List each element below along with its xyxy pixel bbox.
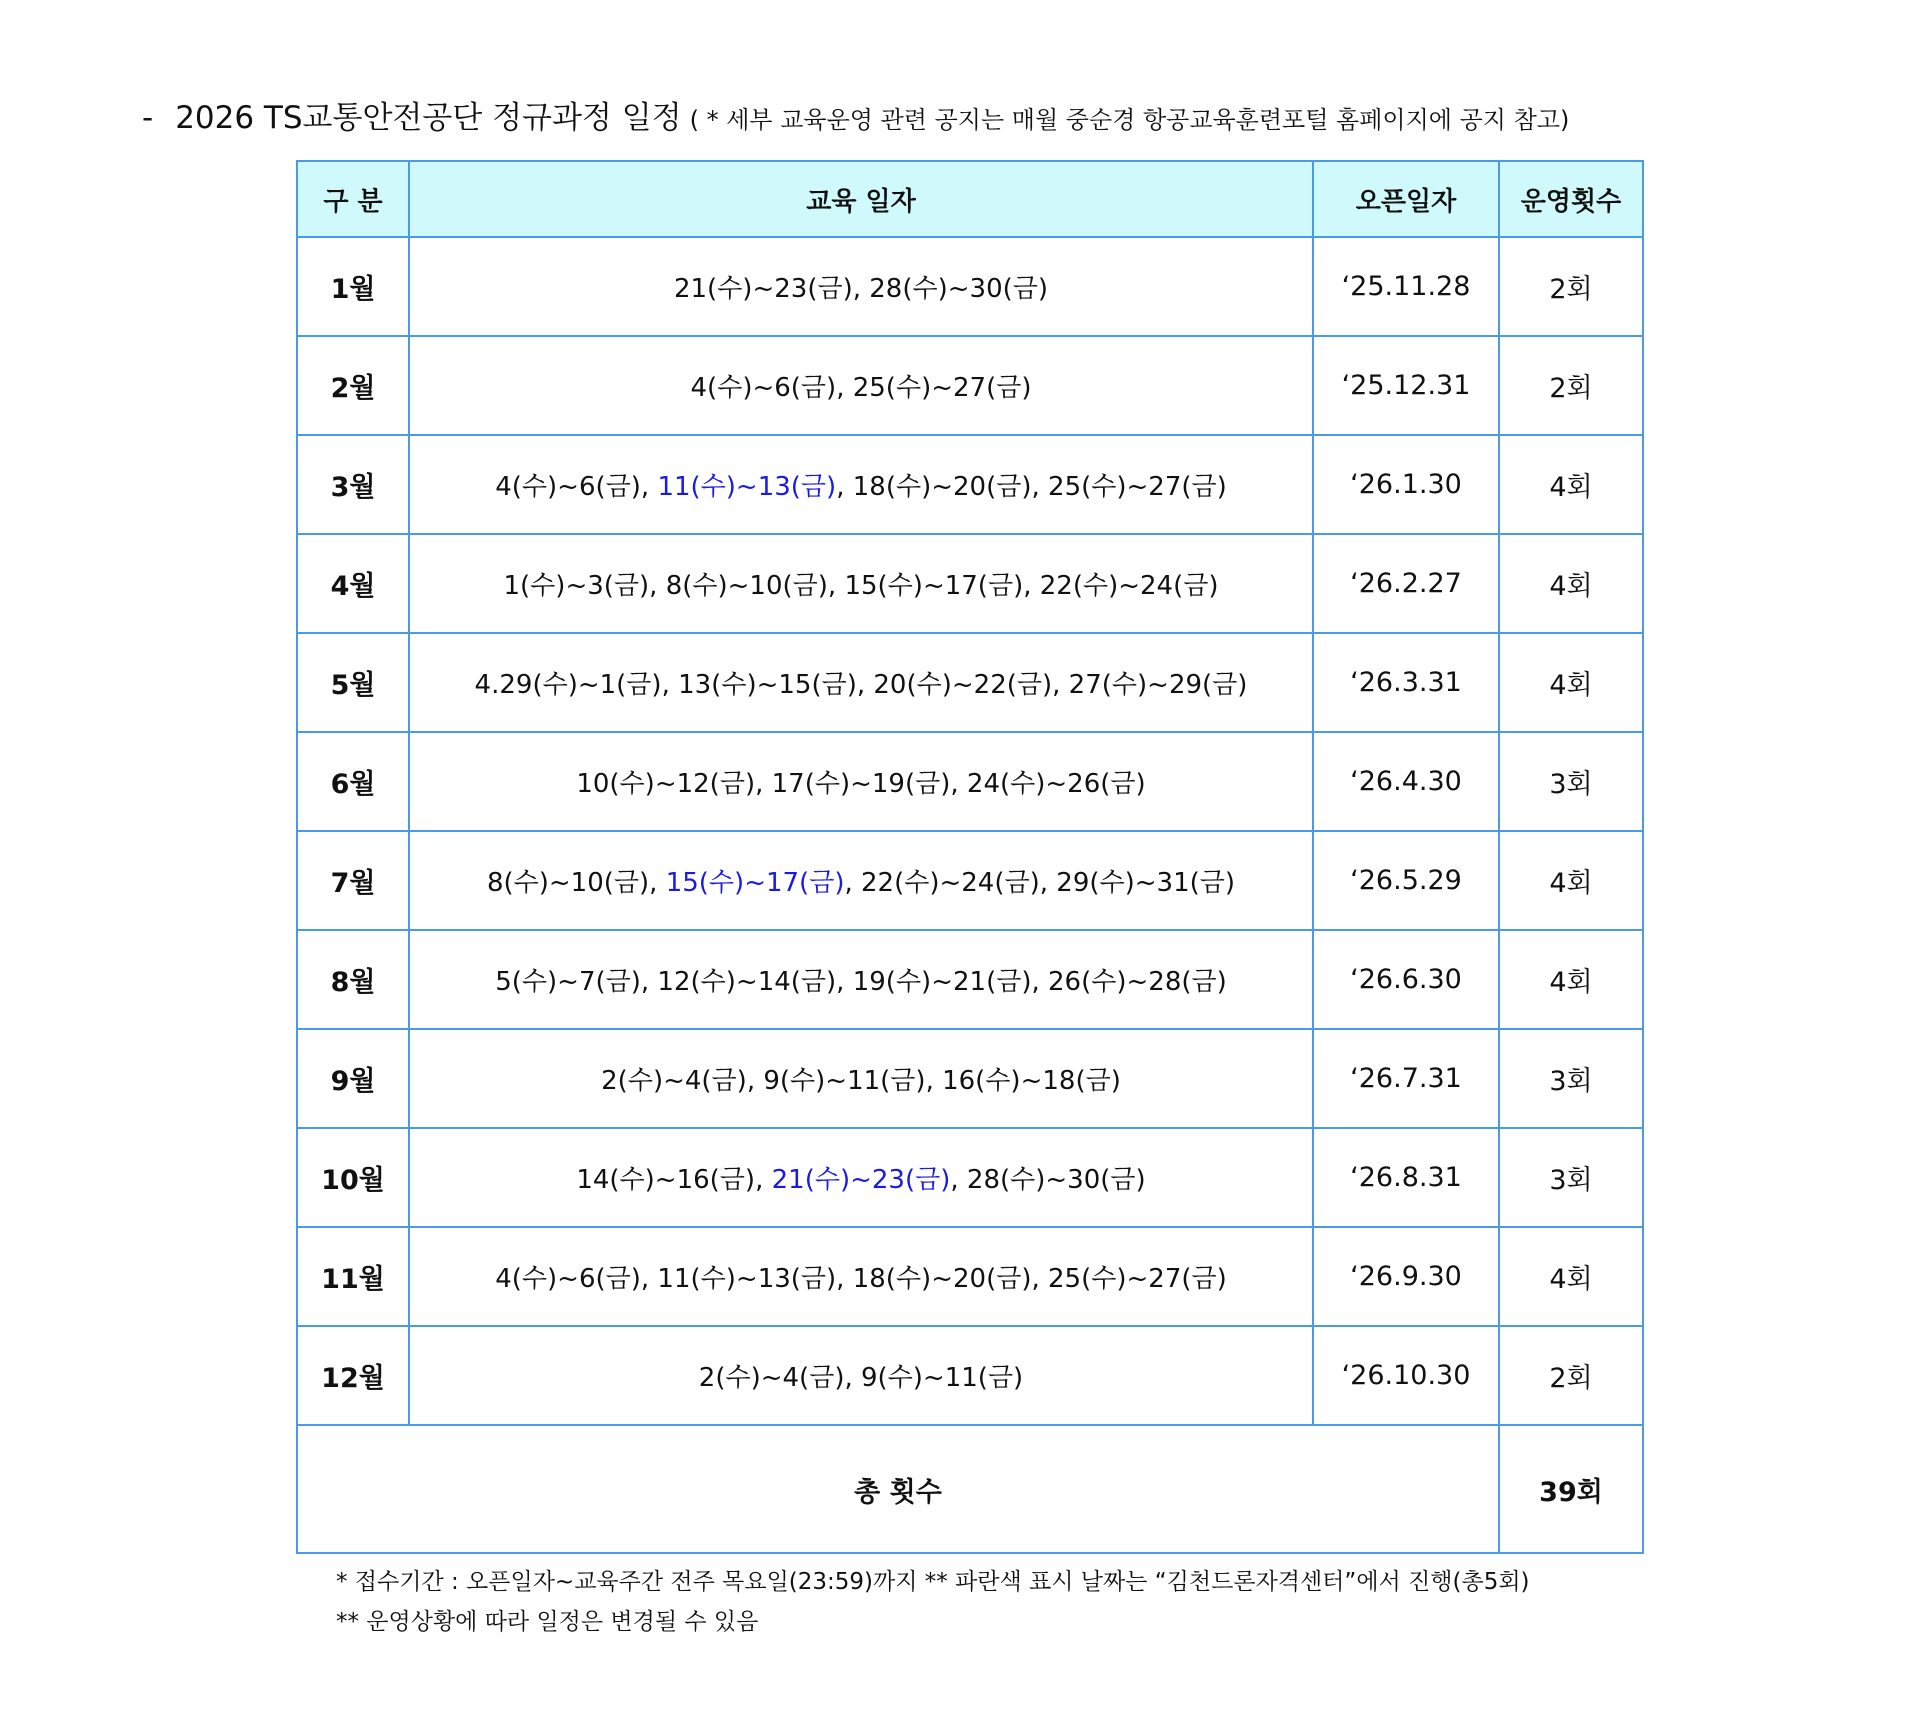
dates-cell: [409, 336, 1313, 435]
open-date-cell: ‘26.1.30: [1313, 435, 1499, 534]
dates-cell: [409, 435, 1313, 534]
table-row: [297, 336, 1643, 435]
dates-cell: [409, 1227, 1313, 1326]
date-range-text: 2(수)~4(금), 9(수)~11(금): [698, 1363, 1024, 1393]
count-cell: 4회: [1499, 831, 1643, 930]
date-range-text: 5(수)~7(금), 12(수)~14(금), 19(수)~21(금), 26(수)~28(금): [495, 967, 1227, 997]
table-row: [297, 1029, 1643, 1128]
open-date-cell: ‘26.9.30: [1313, 1227, 1499, 1326]
dates-cell: [409, 1326, 1313, 1425]
dates-cell: [409, 633, 1313, 732]
table-row: [297, 435, 1643, 534]
dates-cell: [409, 1128, 1313, 1227]
highlighted-date-range: 15(수)~17(금): [665, 868, 845, 898]
page-title: [142, 92, 1569, 137]
month-cell: 7월: [297, 831, 409, 930]
count-cell: 4회: [1499, 633, 1643, 732]
open-date-cell: ‘26.2.27: [1313, 534, 1499, 633]
count-cell: 3회: [1499, 732, 1643, 831]
footnote-application-period: * 접수기간 : 오픈일자~교육주간 전주 목요일(23:59)까지 ** 파란색 표시 날짜는 “김천드론자격센터”에서 진행(총5회): [336, 1569, 1530, 1595]
date-range-text: 2(수)~4(금), 9(수)~11(금), 16(수)~18(금): [601, 1066, 1121, 1096]
month-cell: 9월: [297, 1029, 409, 1128]
month-cell: 12월: [297, 1326, 409, 1425]
table-row: [297, 237, 1643, 336]
count-cell: 4회: [1499, 435, 1643, 534]
open-date-cell: ‘26.7.31: [1313, 1029, 1499, 1128]
footnote-schedule-change: ** 운영상황에 따라 일정은 변경될 수 있음: [336, 1609, 759, 1635]
count-cell: 3회: [1499, 1128, 1643, 1227]
open-date-cell: ‘26.10.30: [1313, 1326, 1499, 1425]
count-cell: 2회: [1499, 1326, 1643, 1425]
header-open-date: 오픈일자: [1313, 161, 1499, 237]
title-main: 2026 TS교통안전공단 정규과정 일정: [175, 100, 682, 136]
dates-cell: [409, 237, 1313, 336]
schedule-table: [296, 160, 1644, 1554]
dates-cell: [409, 732, 1313, 831]
dates-cell: [409, 534, 1313, 633]
table-row: [297, 534, 1643, 633]
table-row: [297, 1227, 1643, 1326]
count-cell: 4회: [1499, 1227, 1643, 1326]
table-header-row: [297, 161, 1643, 237]
dates-cell: [409, 831, 1313, 930]
month-cell: 5월: [297, 633, 409, 732]
title-dash: -: [142, 100, 154, 136]
count-cell: 4회: [1499, 534, 1643, 633]
table-row: [297, 831, 1643, 930]
date-range-text: , 22(수)~24(금), 29(수)~31(금): [844, 868, 1236, 898]
date-range-text: 14(수)~16(금),: [576, 1165, 772, 1195]
date-range-text: , 28(수)~30(금): [950, 1165, 1146, 1195]
month-cell: 6월: [297, 732, 409, 831]
date-range-text: 4(수)~6(금), 25(수)~27(금): [690, 373, 1032, 403]
open-date-cell: ‘26.4.30: [1313, 732, 1499, 831]
count-cell: 2회: [1499, 237, 1643, 336]
header-count: 운영횟수: [1499, 161, 1643, 237]
header-category: 구 분: [297, 161, 409, 237]
open-date-cell: ‘26.3.31: [1313, 633, 1499, 732]
table-body: [297, 237, 1643, 1425]
date-range-text: 4(수)~6(금),: [495, 472, 658, 502]
month-cell: 4월: [297, 534, 409, 633]
dates-cell: [409, 1029, 1313, 1128]
total-value: 39회: [1499, 1425, 1643, 1553]
month-cell: 1월: [297, 237, 409, 336]
header-dates: 교육 일자: [409, 161, 1313, 237]
count-cell: 3회: [1499, 1029, 1643, 1128]
table-row: [297, 633, 1643, 732]
title-note: ( * 세부 교육운영 관련 공지는 매월 중순경 항공교육훈련포털 홈페이지에 공지 참고): [689, 106, 1570, 134]
total-row: [297, 1425, 1643, 1553]
date-range-text: 8(수)~10(금),: [486, 868, 666, 898]
table-row: [297, 1128, 1643, 1227]
table-row: [297, 1326, 1643, 1425]
date-range-text: 4.29(수)~1(금), 13(수)~15(금), 20(수)~22(금), 27(수)~29(금): [474, 670, 1248, 700]
month-cell: 11월: [297, 1227, 409, 1326]
total-label: 총 횟수: [297, 1425, 1499, 1553]
highlighted-date-range: 11(수)~13(금): [657, 472, 837, 502]
date-range-text: , 18(수)~20(금), 25(수)~27(금): [836, 472, 1227, 502]
month-cell: 2월: [297, 336, 409, 435]
open-date-cell: ‘25.12.31: [1313, 336, 1499, 435]
table-row: [297, 930, 1643, 1029]
open-date-cell: ‘26.5.29: [1313, 831, 1499, 930]
open-date-cell: ‘26.8.31: [1313, 1128, 1499, 1227]
month-cell: 10월: [297, 1128, 409, 1227]
highlighted-date-range: 21(수)~23(금): [771, 1165, 951, 1195]
date-range-text: 10(수)~12(금), 17(수)~19(금), 24(수)~26(금): [576, 769, 1146, 799]
open-date-cell: ‘26.6.30: [1313, 930, 1499, 1029]
date-range-text: 1(수)~3(금), 8(수)~10(금), 15(수)~17(금), 22(수)~24(금): [503, 571, 1219, 601]
count-cell: 2회: [1499, 336, 1643, 435]
count-cell: 4회: [1499, 930, 1643, 1029]
month-cell: 3월: [297, 435, 409, 534]
month-cell: 8월: [297, 930, 409, 1029]
open-date-cell: ‘25.11.28: [1313, 237, 1499, 336]
date-range-text: 21(수)~23(금), 28(수)~30(금): [673, 274, 1049, 304]
dates-cell: [409, 930, 1313, 1029]
table-row: [297, 732, 1643, 831]
date-range-text: 4(수)~6(금), 11(수)~13(금), 18(수)~20(금), 25(수)~27(금): [495, 1264, 1227, 1294]
